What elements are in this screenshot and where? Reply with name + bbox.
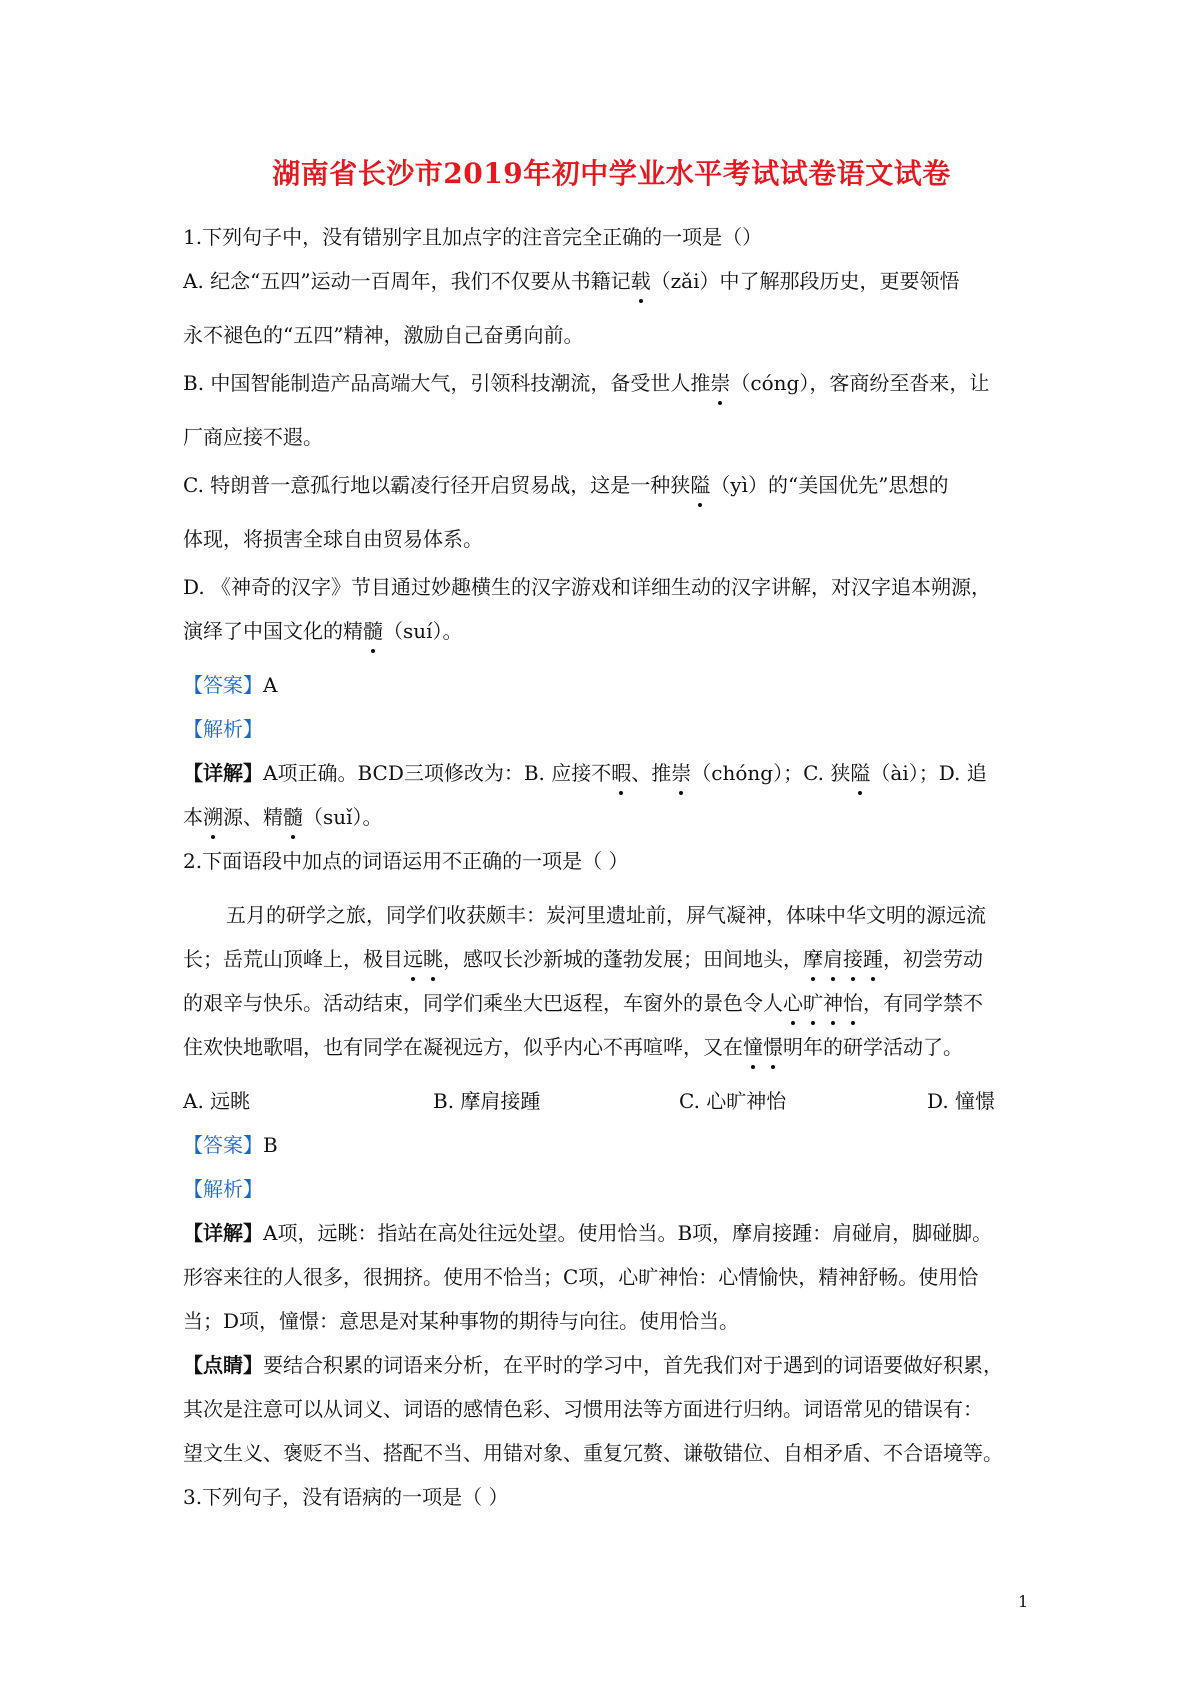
q2-point-line1: 【点睛】要结合积累的词语来分析，在平时的学习中，首先我们对于遇到的词语要做好积累， [183,1353,1003,1377]
q1-option-a-line1: A. 纪念“五四”运动一百周年，我们不仅要从书籍记载（zǎi）中了解那段历史，更要领悟 [183,266,1040,296]
question-1-stem: 1.下列句子中，没有错别字且加点字的注音完全正确的一项是（） [183,225,763,249]
page-number: 1 [1018,1592,1029,1611]
q2-passage-line2: 长；岳荒山顶峰上，极目远眺，感叹长沙新城的蓬勃发展；田间地头，摩肩接踵，初尝劳动 [183,944,1040,974]
question-3-stem: 3.下列句子，没有语病的一项是（ ） [183,1485,509,1509]
document-title: 湖南省长沙市2019年初中学业水平考试试卷语文试卷 [272,157,951,190]
q1-option-c-line2: 体现，将损害全球自由贸易体系。 [183,527,483,551]
q2-point-line3: 望文生义、褒贬不当、搭配不当、用错对象、重复冗赘、谦敬错位、自相矛盾、不合语境等。 [183,1441,1003,1465]
question-2-stem: 2.下面语段中加点的词语运用不正确的一项是（ ） [183,849,629,873]
q2-passage-line4: 住欢快地歌唱，也有同学在凝视远方，似乎内心不再喧哗，又在憧憬明年的研学活动了。 [183,1032,1040,1062]
q1-option-b-line1: B. 中国智能制造产品高端大气，引领科技潮流，备受世人推崇（cóng），客商纷至沓来，让 [183,368,1040,398]
q1-option-d-line1: D. 《神奇的汉字》节目通过妙趣横生的汉字游戏和详细生动的汉字讲解，对汉字追本朔源， [183,575,992,599]
q1-option-b-line2: 厂商应接不遐。 [183,425,323,449]
q2-answer: 【答案】B [183,1133,278,1157]
q2-option-a: A. 远眺 [183,1089,251,1113]
q1-analysis-heading: 【解析】 [183,717,263,741]
q2-detail-line3: 当；D项，憧憬：意思是对某种事物的期待与向往。使用恰当。 [183,1309,740,1333]
q2-point-line2: 其次是注意可以从词义、词语的感情色彩、习惯用法等方面进行归纳。词语常见的错误有： [183,1397,983,1421]
q1-detail-line2: 本溯源、精髓（suǐ）。 [183,802,1040,832]
q1-option-a-line2: 永不褪色的“五四”精神，激励自己奋勇向前。 [183,323,584,347]
q1-answer: 【答案】A [183,673,278,697]
q2-detail-line2: 形容来往的人很多，很拥挤。使用不恰当；C项，心旷神怡：心情愉快，精神舒畅。使用恰 [183,1265,979,1289]
q2-analysis-heading: 【解析】 [183,1177,263,1201]
q2-passage-line3: 的艰辛与快乐。活动结束，同学们乘坐大巴返程，车窗外的景色令人心旷神怡，有同学禁不 [183,988,1040,1018]
q1-option-d-line2: 演绎了中国文化的精髓（suí）。 [183,616,1040,646]
q1-option-c-line1: C. 特朗普一意孤行地以霸凌行径开启贸易战，这是一种狭隘（yì）的“美国优先”思想的 [183,470,1040,500]
q2-option-c: C. 心旷神怡 [679,1089,787,1113]
q2-options [183,1086,1040,1116]
q2-detail-line1: 【详解】A项，远眺：指站在高处往远处望。使用恰当。B项，摩肩接踵：肩碰肩，脚碰脚。 [183,1221,993,1245]
q2-option-d: D. 憧憬 [927,1089,996,1113]
q1-detail-line1: 【详解】A项正确。BCD三项修改为：B. 应接不暇、推崇（chóng）；C. 狭隘（ài）；D. 追 [183,758,1040,788]
q2-option-b: B. 摩肩接踵 [433,1089,541,1113]
q2-passage-line1: 五月的研学之旅，同学们收获颇丰：炭河里遗址前，屏气凝神，体味中华文明的源远流 [226,903,986,927]
